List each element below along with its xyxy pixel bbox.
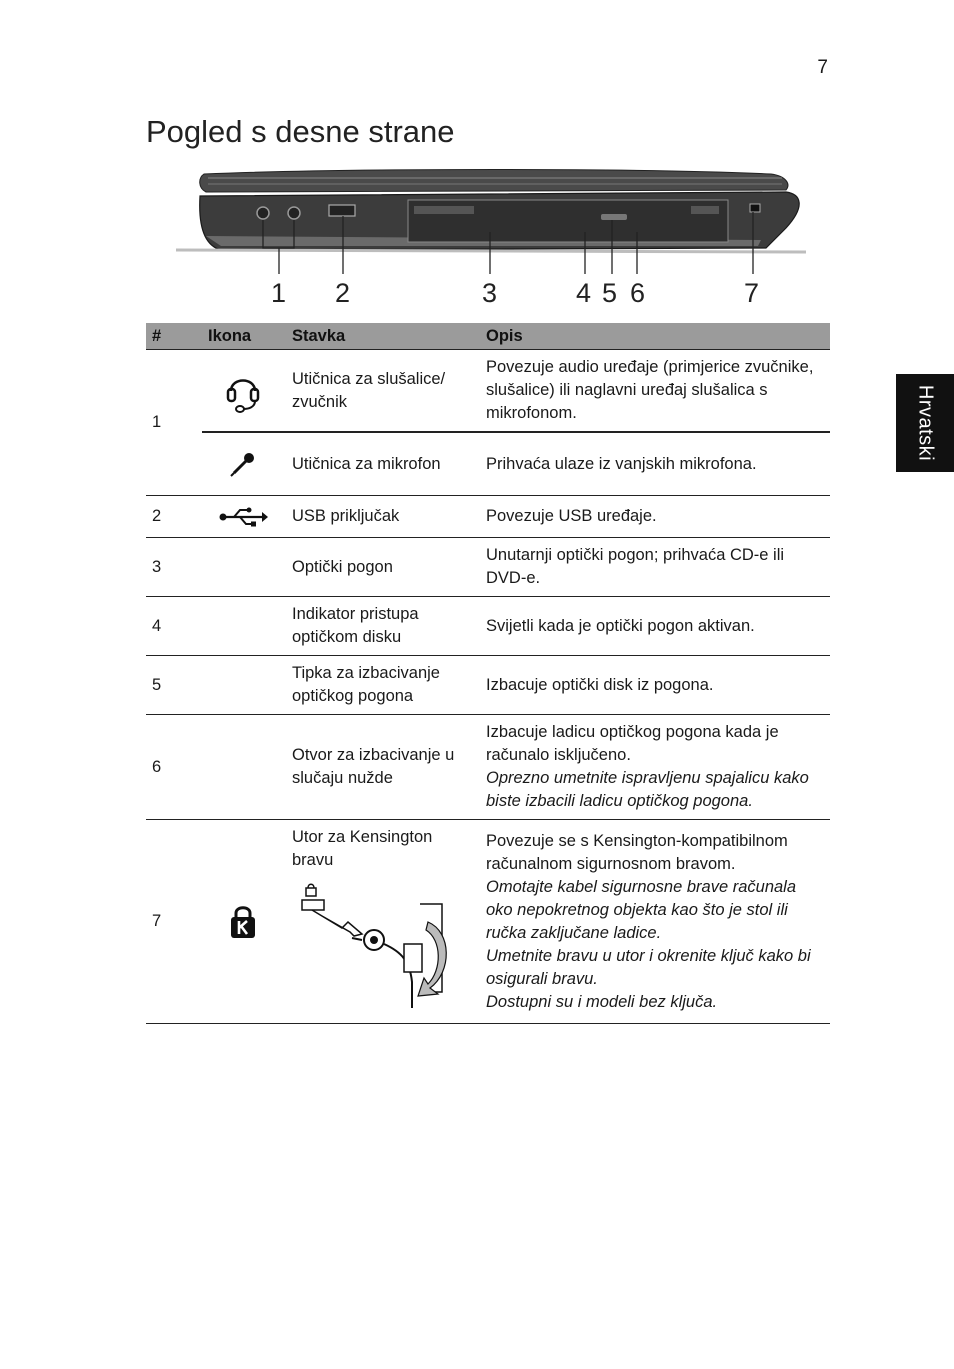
description-text: Unutarnji optički pogon; prihvaća CD-e ili DVD-e. [486,546,785,587]
row-number: 2 [146,496,202,538]
headset-icon-cell [202,350,284,433]
row-item: Utičnica za slušalice/ zvučnik [284,350,480,433]
row-number: 4 [146,597,202,656]
callout-1: 1 [271,278,287,308]
page-number: 7 [817,57,828,78]
row-number: 5 [146,656,202,715]
row-number: 1 [146,350,202,496]
row-item: Tipka za izbacivanje optičkog pogona [284,656,480,715]
kensington-slot [750,204,760,212]
row-description [480,432,830,496]
header-item: Stavka [284,323,480,350]
ports-table [146,323,830,1024]
callout-7: 7 [744,278,760,308]
headset-icon [225,369,261,413]
optical-drive-tray [408,200,728,242]
usb-icon [218,506,268,528]
description-note: Oprezno umetnite ispravljenu spajalicu kako biste izbacili ladicu optičkog pogona. [486,769,809,810]
row-description [480,820,830,1024]
table-row [146,715,830,820]
kensington-lock-icon [229,904,257,940]
row-item: Indikator pristupa optičkom disku [284,597,480,656]
description-text: Izbacuje optički disk iz pogona. [486,675,714,694]
description-note: Umetnite bravu u utor i okrenite ključ kako bi osigurali bravu. [486,946,811,988]
row-number: 6 [146,715,202,820]
row-description [480,715,830,820]
description-text: Povezuje audio uređaje (primjerice zvučnike, slušalice) ili naglavni uređaj slušalica s mikrofonom. [486,358,814,422]
row-number: 7 [146,820,202,1024]
callout-5: 5 [602,278,618,308]
empty-icon-cell [202,715,284,820]
row-description [480,350,830,433]
page-title: Pogled s desne strane [146,114,455,149]
row-item: Utor za Kensington bravu [292,828,433,869]
header-description: Opis [480,323,830,350]
row-item-with-illustration [284,820,480,1024]
table-row [146,350,830,433]
table-header-row [146,323,830,350]
row-item: Otvor za izbacivanje u slučaju nužde [284,715,480,820]
kensington-lock-icon-cell [202,820,284,1024]
row-item: Optički pogon [284,538,480,597]
header-number: # [146,323,202,350]
callout-2: 2 [335,278,351,308]
lock-illustration [292,882,462,1010]
usb-port [329,205,355,216]
language-tab[interactable] [896,374,954,472]
header-icon: Ikona [202,323,284,350]
row-item: USB priključak [284,496,480,538]
row-number: 3 [146,538,202,597]
row-description [480,538,830,597]
callout-3: 3 [482,278,498,308]
description-text: Povezuje se s Kensington-kompatibilnom računalnom sigurnosnom bravom. [486,831,788,873]
empty-icon-cell [202,538,284,597]
laptop-lid [200,170,788,193]
laptop-right-side-figure [146,166,830,316]
row-description [480,597,830,656]
microphone-icon-cell [202,432,284,496]
callout-6: 6 [630,278,646,308]
empty-icon-cell [202,656,284,715]
callout-4: 4 [576,278,592,308]
description-text: Izbacuje ladicu optičkog pogona kada je računalo isključeno. [486,723,779,764]
table-row [146,432,830,496]
description-text: Prihvaća ulaze iz vanjskih mikrofona. [486,454,757,473]
table-row [146,597,830,656]
row-item: Utičnica za mikrofon [284,432,480,496]
description-note: Dostupni su i modeli bez ključa. [486,992,718,1011]
usb-icon-cell [202,496,284,538]
table-row [146,538,830,597]
description-note: Omotajte kabel sigurnosne brave računala oko nepokretnog objekta kao što je stol ili ručka zaključane ladice. [486,877,797,942]
empty-icon-cell [202,597,284,656]
language-tab-label: Hrvatski [914,384,937,462]
row-description [480,656,830,715]
description-text: Povezuje USB uređaje. [486,507,657,525]
table-row [146,656,830,715]
table-row [146,496,830,538]
microphone-icon [228,449,258,479]
table-row [146,820,830,1024]
row-description [480,496,830,538]
description-text: Svijetli kada je optički pogon aktivan. [486,616,755,635]
